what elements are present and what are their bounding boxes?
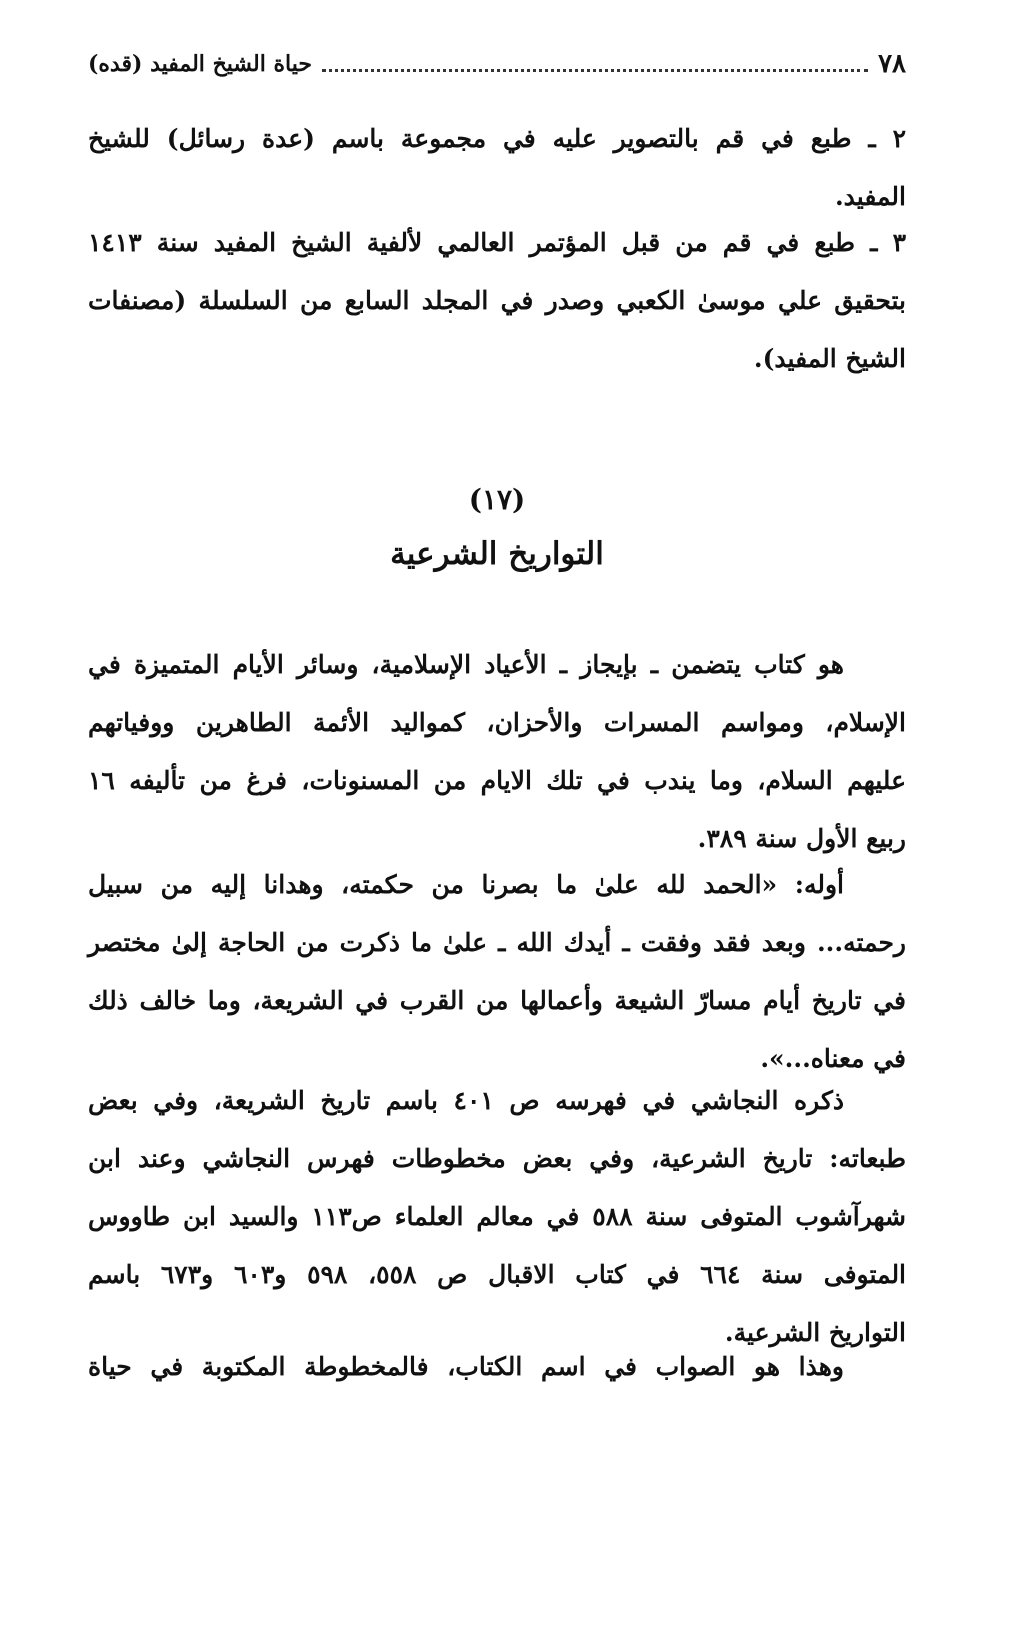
text-line: التواريخ الشرعية. <box>724 1318 906 1347</box>
paragraph-correct-title <box>88 1338 906 1396</box>
section-title: التواريخ الشرعية <box>390 536 604 572</box>
text-line: وهذا هو الصواب في اسم الكتاب، فالمخطوطة المكتوبة في حياة <box>88 1352 844 1381</box>
text-line: ذكره النجاشي في فهرسه ص ٤٠١ باسم تاريخ الشريعة، وفي بعض <box>88 1086 844 1115</box>
page-header <box>88 44 906 84</box>
text-line: في تاريخ أيام مسارّ الشيعة وأعمالها من القرب في الشريعة، وما خالف ذلك <box>88 986 906 1015</box>
text-line: هو كتاب يتضمن ـ بإيجاز ـ الأعياد الإسلامية، وسائر الأيام المتميزة في <box>88 650 844 679</box>
text-line: المتوفى سنة ٦٦٤ في كتاب الاقبال ص ٥٥٨، ٥٩٨ و٦٠٣ و٦٧٣ باسم <box>88 1260 907 1289</box>
text-line: أوله: «الحمد لله علىٰ ما بصرنا من حكمته، وهدانا إليه من سبيل <box>88 870 844 899</box>
text-line: ٢ ـ طبع في قم بالتصوير عليه في مجموعة باسم (عدة رسائل) للشيخ <box>88 124 906 153</box>
edition-item-3 <box>88 214 906 388</box>
paragraph-description <box>88 636 906 868</box>
text-line: الشيخ المفيد). <box>753 344 906 373</box>
paragraph-incipit <box>88 856 906 1088</box>
text-line: ربيع الأول سنة ٣٨٩. <box>697 824 906 853</box>
text-line: عليهم السلام، وما يندب في تلك الايام من المسنونات، فرغ من تأليفه ١٦ <box>88 766 906 795</box>
dotted-leader <box>322 69 868 72</box>
text-line: بتحقيق علي موسىٰ الكعبي وصدر في المجلد السابع من السلسلة (مصنفات <box>88 286 906 315</box>
section-number: (١٧) <box>468 483 526 516</box>
page-number: ٧٨ <box>878 49 906 79</box>
paragraph-sources <box>88 1072 906 1362</box>
running-title: حياة الشيخ المفيد (قده) <box>88 51 312 77</box>
text-line: طبعاته: تاريخ الشرعية، وفي بعض مخطوطات فهرس النجاشي وعند ابن <box>88 1144 906 1173</box>
text-line: الإسلام، ومواسم المسرات والأحزان، كمواليد الأئمة الطاهرين ووفياتهم <box>88 708 906 737</box>
text-line: ٣ ـ طبع في قم من قبل المؤتمر العالمي لألفية الشيخ المفيد سنة ١٤١٣ <box>88 228 906 257</box>
text-line: المفيد. <box>834 182 906 211</box>
text-line: رحمته... وبعد فقد وفقت ـ أيدك الله ـ علىٰ ما ذكرت من الحاجة إلىٰ مختصر <box>88 928 906 957</box>
text-line: في معناه...». <box>760 1044 906 1073</box>
text-line: شهرآشوب المتوفى سنة ٥٨٨ في معالم العلماء ص١١٣ والسيد ابن طاووس <box>88 1202 906 1231</box>
edition-item-2 <box>88 110 906 226</box>
